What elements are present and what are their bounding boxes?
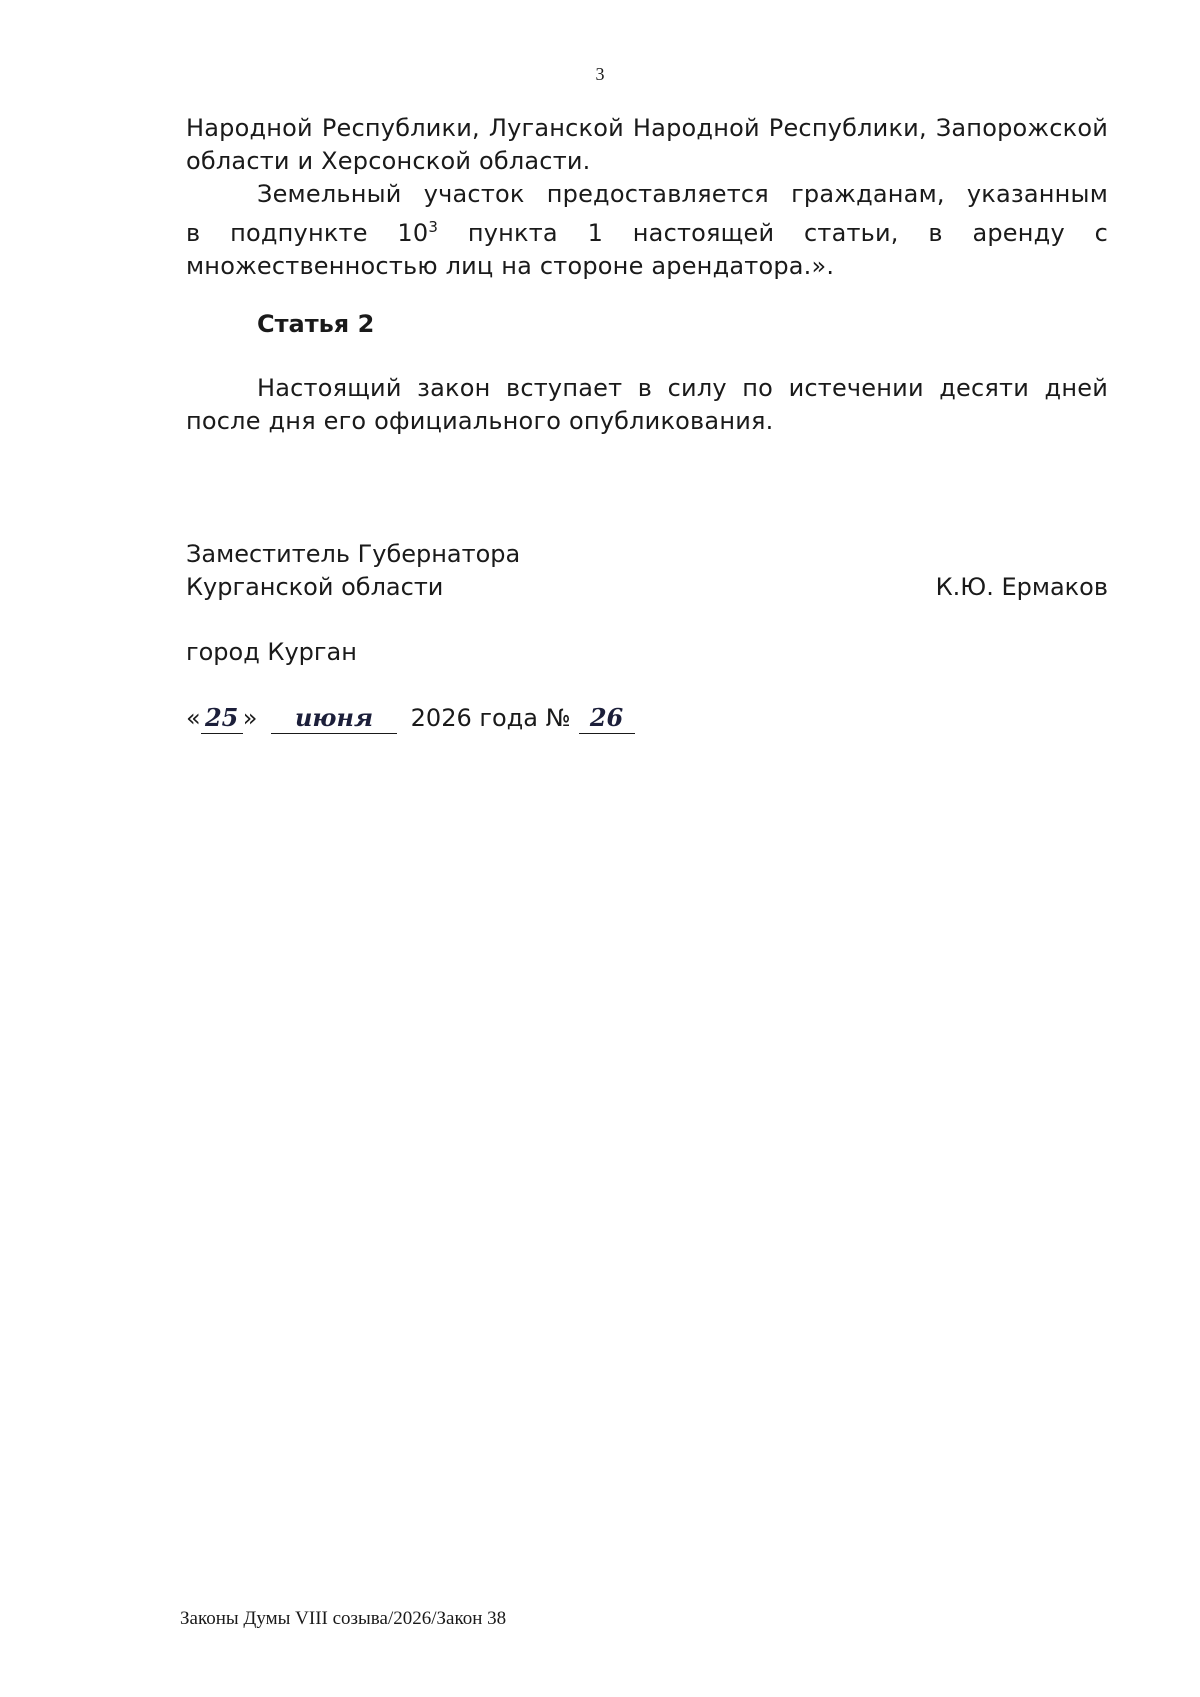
land-plot-paragraph-line1: Земельный участок предоставляется гражданам, указанным xyxy=(257,180,1108,208)
document-footer: Законы Думы VIII созыва/2026/Закон 38 xyxy=(180,1608,507,1629)
signatory-name: К.Ю. Ермаков xyxy=(935,573,1108,601)
signatory-title-line1: Заместитель Губернатора xyxy=(186,540,521,568)
date-open-quote: « xyxy=(186,704,201,732)
land-plot-text-b: пункта 1 настоящей статьи, в аренду с множественностью лиц на стороне арендатора.». xyxy=(186,219,1108,280)
page-number: 3 xyxy=(595,64,605,84)
article-2-paragraph: Настоящий закон вступает в силу по истечении десяти дней после дня его официального опубликования. xyxy=(186,374,1108,435)
place-of-signing: город Курган xyxy=(186,638,357,666)
signatory-title xyxy=(186,538,520,604)
date-year-text: 2026 года № xyxy=(410,704,571,732)
signatory-title-line2: Курганской области xyxy=(186,573,444,601)
handwritten-month: июня xyxy=(271,703,397,734)
date-close-quote: » xyxy=(242,704,258,732)
handwritten-law-number: 26 xyxy=(579,703,635,734)
continuation-paragraph: Народной Республики, Луганской Народной Республики, Запорожской области и Херсонской области. xyxy=(186,114,1108,175)
land-plot-paragraph-rest xyxy=(186,211,1108,283)
handwritten-day: 25 xyxy=(201,703,243,734)
intro-section xyxy=(186,112,1108,283)
land-plot-text-a: в подпункте 10 xyxy=(186,219,429,247)
article-2-heading: Статья 2 xyxy=(257,310,375,338)
land-plot-superscript: 3 xyxy=(428,218,439,236)
article-2-body xyxy=(186,372,1108,438)
date-and-number-line xyxy=(186,700,635,736)
